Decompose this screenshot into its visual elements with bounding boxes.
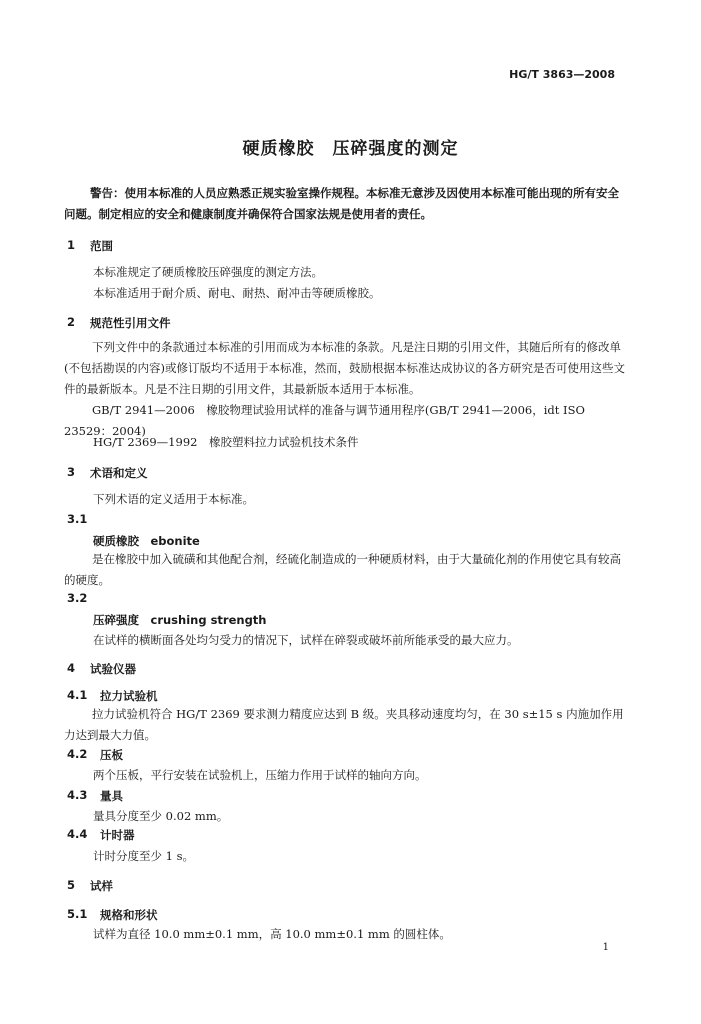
clause-4-3-number: 4.3 — [67, 788, 88, 802]
section-5-number: 5 — [67, 878, 76, 892]
term-3-2-name: 压碎强度 crushing strength — [93, 613, 267, 627]
reference-gbt-2941: GB/T 2941—2006 橡胶物理试验用试样的准备与调节通用程序(GB/T 2941—2006，idt ISO 23529：2004) — [64, 403, 585, 438]
reference-hgt-2369: HG/T 2369—1992 橡胶塑料拉力试验机技术条件 — [93, 435, 359, 449]
clause-4-4-text: 计时分度至少 1 s。 — [93, 849, 195, 863]
section-3-number: 3 — [67, 465, 76, 479]
section-2-paragraph: 下列文件中的条款通过本标准的引用而成为本标准的条款。凡是注日期的引用文件，其随后所有的修改单(不包括勘误的内容)或修订版均不适用于本标准，然而，鼓励根据本标准达成协议的各方研究是否可使用这些文件的最新版本。凡是不注日期的引用文件，其最新版本适用于本标准。 — [64, 340, 625, 396]
section-3-heading: 术语和定义 — [90, 466, 148, 480]
term-3-1-number: 3.1 — [67, 512, 88, 526]
section-2-number: 2 — [67, 315, 76, 329]
clause-5-1-number: 5.1 — [67, 907, 88, 921]
section-1-para-1: 本标准规定了硬质橡胶压碎强度的测定方法。 — [93, 265, 323, 279]
standard-code: HG/T 3863—2008 — [509, 68, 615, 81]
clause-5-1-heading: 规格和形状 — [100, 908, 158, 922]
clause-4-2-number: 4.2 — [67, 747, 88, 761]
document-title: 硬质橡胶 压碎强度的测定 — [242, 139, 459, 159]
section-5-heading: 试样 — [90, 879, 113, 893]
clause-4-1-heading: 拉力试验机 — [100, 689, 158, 703]
clause-5-1-text: 试样为直径 10.0 mm±0.1 mm，高 10.0 mm±0.1 mm 的圆柱体。 — [93, 927, 451, 941]
warning-paragraph: 警告：使用本标准的人员应熟悉正规实验室操作规程。本标准无意涉及因使用本标准可能出现的所有安全问题。制定相应的安全和健康制度并确保符合国家法规是使用者的责任。 — [64, 186, 619, 221]
term-3-1-definition: 是在橡胶中加入硫磺和其他配合剂，经硫化制造成的一种硬质材料，由于大量硫化剂的作用使它具有较高的硬度。 — [64, 552, 621, 587]
clause-4-2-heading: 压板 — [100, 748, 123, 762]
section-3-para: 下列术语的定义适用于本标准。 — [93, 492, 254, 506]
section-4-heading: 试验仪器 — [90, 662, 136, 676]
section-1-heading: 范围 — [90, 239, 113, 253]
section-4-number: 4 — [67, 661, 76, 675]
section-1-para-2: 本标准适用于耐介质、耐电、耐热、耐冲击等硬质橡胶。 — [93, 286, 381, 300]
clause-4-3-heading: 量具 — [100, 789, 123, 803]
section-2-heading: 规范性引用文件 — [90, 316, 171, 330]
term-3-1-name: 硬质橡胶 ebonite — [93, 534, 200, 548]
clause-4-3-text: 量具分度至少 0.02 mm。 — [93, 809, 229, 823]
term-3-2-number: 3.2 — [67, 591, 88, 605]
clause-4-1-text: 拉力试验机符合 HG/T 2369 要求测力精度应达到 B 级。夹具移动速度均匀，在 30 s±15 s 内施加作用力达到最大力值。 — [64, 707, 624, 742]
section-1-number: 1 — [67, 238, 76, 252]
page-number: 1 — [602, 942, 609, 953]
term-3-2-definition: 在试样的横断面各处均匀受力的情况下，试样在碎裂或破坏前所能承受的最大应力。 — [93, 633, 519, 647]
clause-4-4-number: 4.4 — [67, 827, 88, 841]
clause-4-4-heading: 计时器 — [100, 828, 135, 842]
clause-4-2-text: 两个压板，平行安装在试验机上，压缩力作用于试样的轴向方向。 — [93, 768, 427, 782]
clause-4-1-number: 4.1 — [67, 688, 88, 702]
